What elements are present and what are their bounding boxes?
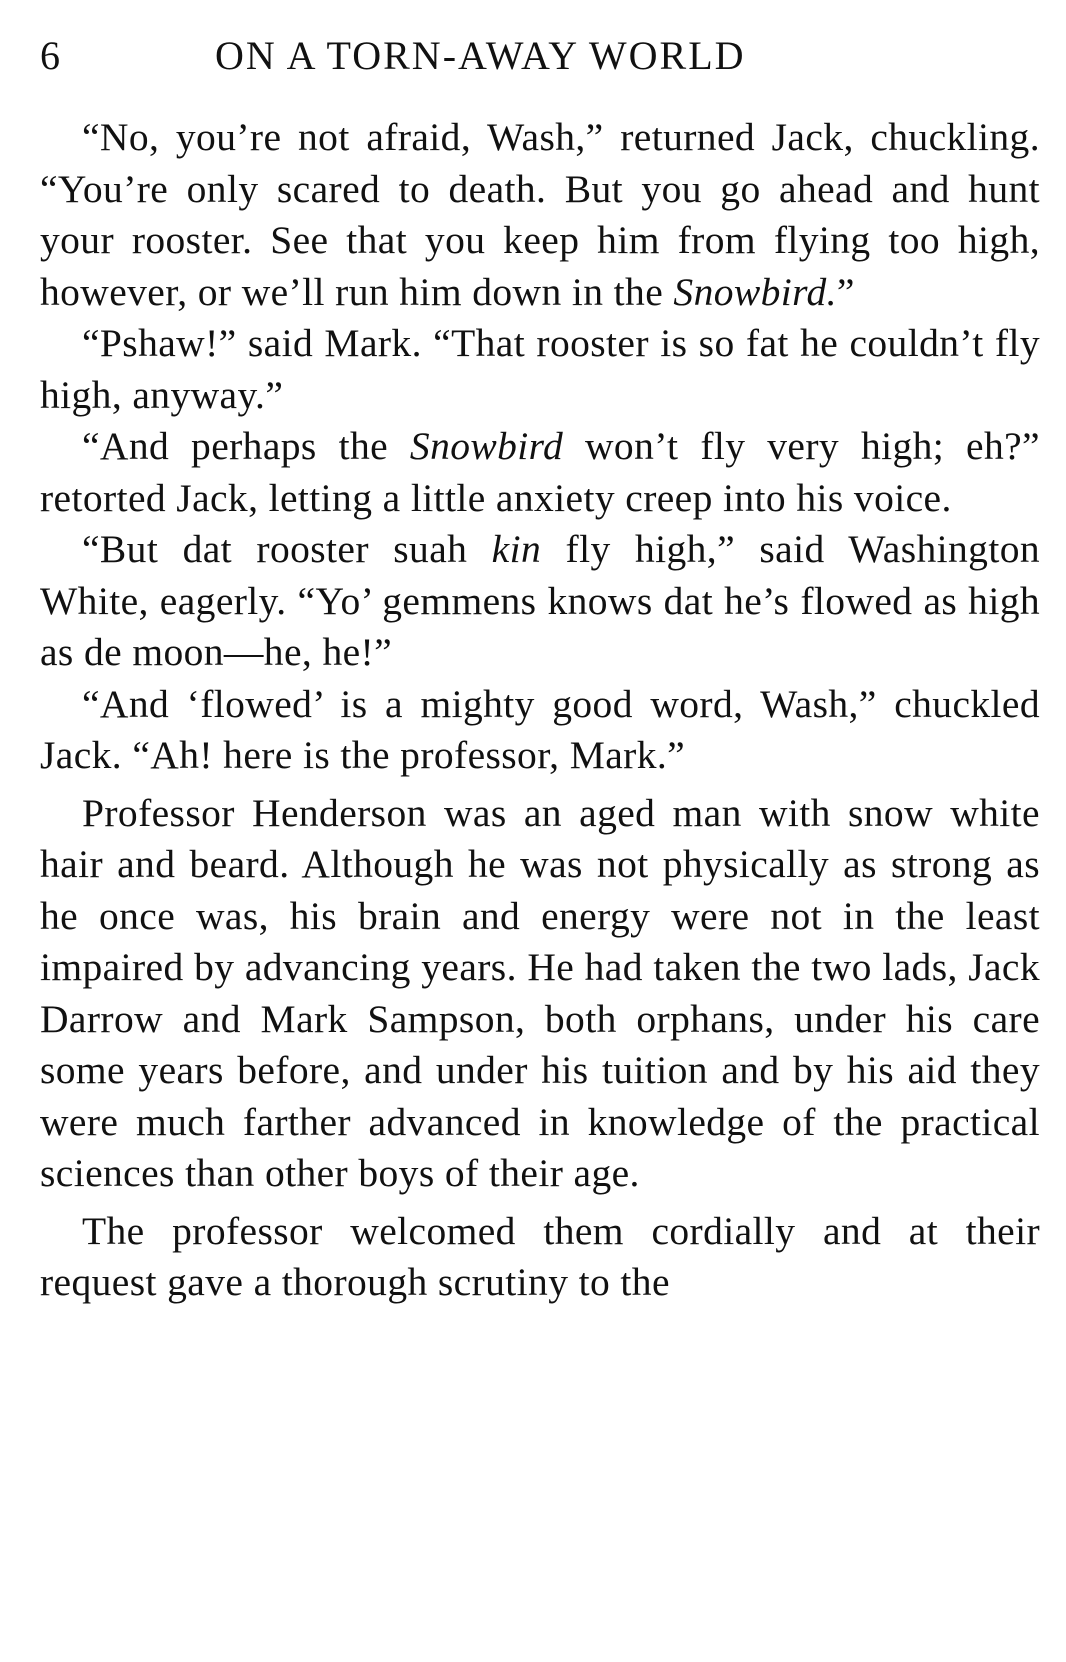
paragraph-text: “But dat rooster suah xyxy=(82,527,492,571)
italic-word: kin xyxy=(491,527,542,571)
running-head xyxy=(40,26,1040,86)
paragraph-5 xyxy=(40,679,1040,782)
italic-title: Snowbird. xyxy=(673,269,837,314)
paragraph-2 xyxy=(40,318,1040,421)
paragraph-7 xyxy=(40,1206,1040,1309)
paragraph-text: won’t fly very high; eh?” retorted Jack, letting a little anxiety creep into his voice. xyxy=(40,424,1040,520)
paragraph-3 xyxy=(40,421,1040,524)
paragraph-text: “And perhaps the xyxy=(82,424,410,468)
paragraph-6 xyxy=(40,788,1040,1200)
body-text xyxy=(40,112,1040,1309)
book-page xyxy=(40,26,1040,1309)
paragraph-text: Professor Henderson was an aged man with snow white hair and beard. Although he was not physically as strong as he once was, his brain and energy were not in the least impaired by advancing years. He had taken the two lads, Jack Darrow and Mark Sampson, both orphans, under his care some years before, and under his tuition and by his aid they were much farther advanced in knowledge of the practical sciences than other boys of their age. xyxy=(40,790,1040,1195)
book-title: ON A TORN-AWAY WORLD xyxy=(215,33,746,78)
italic-title: Snowbird xyxy=(409,424,564,468)
paragraph-text: “No, you’re not afraid, Wash,” returned Jack, chuckling. “You’re only scared to death. But you go ahead and hunt your rooster. See that you keep him from flying too high, however, or we’ll run him down in the xyxy=(40,115,1040,314)
paragraph-text: fly high,” said Washington White, eagerly. “Yo’ gemmens knows dat he’s flowed as high as de moon—he, he!” xyxy=(40,527,1041,674)
paragraph-text: ” xyxy=(836,269,855,314)
paragraph-text: “And ‘flowed’ is a mighty good word, Wash,” chuckled Jack. “Ah! here is the professor, Mark.” xyxy=(40,681,1040,777)
paragraph-text: “Pshaw!” said Mark. “That rooster is so fat he couldn’t fly high, anyway.” xyxy=(40,321,1040,417)
page-number: 6 xyxy=(40,33,62,78)
paragraph-4 xyxy=(40,524,1040,679)
paragraph-1 xyxy=(40,112,1040,318)
paragraph-text: The professor welcomed them cordially and at their request gave a thorough scrutiny to the xyxy=(40,1208,1040,1304)
